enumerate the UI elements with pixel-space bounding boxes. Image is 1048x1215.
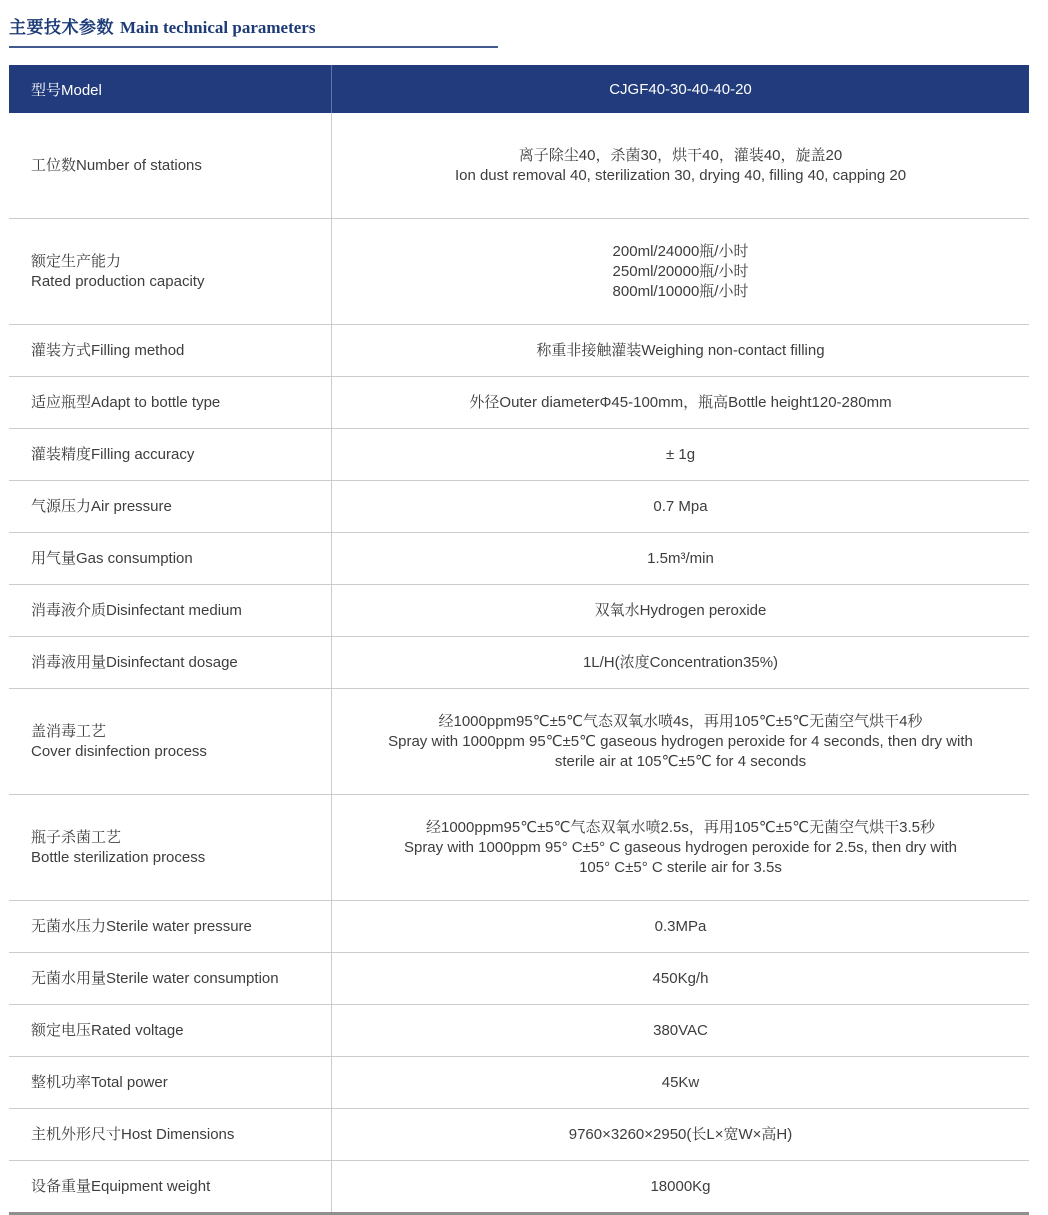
row-value — [332, 901, 1029, 952]
table-row — [9, 688, 1029, 794]
table-row — [9, 376, 1029, 428]
row-value-line: 离子除尘40，杀菌30，烘干40，灌装40，旋盖20 — [518, 146, 843, 164]
row-label — [9, 795, 332, 900]
table-row — [9, 324, 1029, 376]
row-label-line: Rated production capacity — [31, 272, 205, 290]
row-value-line: 双氧水Hydrogen peroxide — [594, 601, 767, 619]
row-value — [332, 481, 1029, 532]
row-label — [9, 429, 332, 480]
row-value-line: 1.5m³/min — [647, 549, 714, 567]
row-label-line: 消毒液用量Disinfectant dosage — [31, 653, 238, 671]
table-row — [9, 636, 1029, 688]
row-label — [9, 113, 332, 218]
row-label-line: 无菌水压力Sterile water pressure — [31, 917, 252, 935]
row-value-line: ± 1g — [665, 445, 696, 463]
spec-table — [9, 65, 1029, 1215]
row-label — [9, 1057, 332, 1108]
row-label — [9, 585, 332, 636]
row-label — [9, 533, 332, 584]
row-value — [332, 325, 1029, 376]
row-value — [332, 585, 1029, 636]
row-label — [9, 1161, 332, 1212]
row-label — [9, 901, 332, 952]
row-value — [332, 689, 1029, 794]
row-label — [9, 219, 332, 324]
row-value-line: 18000Kg — [650, 1177, 711, 1195]
row-label-line: 额定生产能力 — [31, 252, 122, 270]
row-value-line: 45Kw — [661, 1073, 700, 1091]
row-value — [332, 533, 1029, 584]
row-value-line: Spray with 1000ppm 95° C±5° C gaseous hydrogen peroxide for 2.5s, then dry with — [403, 838, 958, 856]
row-label-line: 瓶子杀菌工艺 — [31, 828, 122, 846]
row-value-line: 800ml/10000瓶/小时 — [612, 282, 749, 300]
section-title-zh: 主要技术参数 — [9, 18, 114, 37]
section-title — [9, 10, 498, 48]
row-value-line: 0.7 Mpa — [653, 497, 708, 515]
row-label-line: 灌装精度Filling accuracy — [31, 445, 195, 463]
row-value — [332, 1057, 1029, 1108]
row-label-line: 主机外形尺寸Host Dimensions — [31, 1125, 235, 1143]
row-value-line: 0.3MPa — [654, 917, 707, 935]
table-row — [9, 952, 1029, 1004]
row-value-line: 经1000ppm95℃±5℃气态双氧水喷4s，再用105℃±5℃无菌空气烘干4秒 — [438, 712, 923, 730]
row-value — [332, 795, 1029, 900]
table-row — [9, 1056, 1029, 1108]
row-value-line: 1L/H(浓度Concentration35%) — [582, 653, 779, 671]
row-value-line: 9760×3260×2950(长L×宽W×高H) — [568, 1125, 793, 1143]
row-value-line: 105° C±5° C sterile air for 3.5s — [579, 858, 782, 876]
table-row — [9, 113, 1029, 218]
row-label — [9, 689, 332, 794]
header-model-label: 型号Model — [9, 65, 332, 113]
table-header-row — [9, 65, 1029, 113]
row-label-line: 额定电压Rated voltage — [31, 1021, 184, 1039]
table-row — [9, 584, 1029, 636]
row-value-line: 称重非接触灌装Weighing non-contact filling — [536, 341, 825, 359]
row-value — [332, 953, 1029, 1004]
row-label-line: 灌装方式Filling method — [31, 341, 185, 359]
row-value-line: Spray with 1000ppm 95℃±5℃ gaseous hydrogen peroxide for 4 seconds, then dry with — [388, 732, 973, 750]
row-label-line: 气源压力Air pressure — [31, 497, 172, 515]
row-label — [9, 1109, 332, 1160]
row-value — [332, 377, 1029, 428]
row-label-line: 适应瓶型Adapt to bottle type — [31, 393, 221, 411]
row-label-line: 设备重量Equipment weight — [31, 1177, 211, 1195]
row-label-line: 用气量Gas consumption — [31, 549, 193, 567]
table-row — [9, 1160, 1029, 1212]
row-label — [9, 377, 332, 428]
row-label — [9, 953, 332, 1004]
row-label-line: Cover disinfection process — [31, 742, 207, 760]
table-row — [9, 794, 1029, 900]
row-label-line: 工位数Number of stations — [31, 156, 202, 174]
row-value — [332, 1005, 1029, 1056]
table-row — [9, 1004, 1029, 1056]
row-label — [9, 481, 332, 532]
row-value-line: 经1000ppm95℃±5℃气态双氧水喷2.5s，再用105℃±5℃无菌空气烘干3.5秒 — [426, 818, 935, 836]
row-label-line: 消毒液介质Disinfectant medium — [31, 601, 242, 619]
table-row — [9, 532, 1029, 584]
row-value — [332, 637, 1029, 688]
row-value — [332, 219, 1029, 324]
section-title-en: Main technical parameters — [120, 18, 316, 37]
row-value — [332, 429, 1029, 480]
row-label-line: 盖消毒工艺 — [31, 722, 107, 740]
row-value — [332, 1109, 1029, 1160]
row-label-line: 整机功率Total power — [31, 1073, 168, 1091]
row-value-line: 250ml/20000瓶/小时 — [612, 262, 749, 280]
row-label — [9, 637, 332, 688]
header-model-value: CJGF40-30-40-40-20 — [609, 80, 752, 98]
row-value — [332, 1161, 1029, 1212]
table-row — [9, 900, 1029, 952]
row-value-line: sterile air at 105℃±5℃ for 4 seconds — [554, 752, 807, 770]
row-value-line: 380VAC — [653, 1021, 708, 1039]
table-row — [9, 480, 1029, 532]
row-value-line: 200ml/24000瓶/小时 — [612, 242, 749, 260]
table-row — [9, 218, 1029, 324]
row-label-line: Bottle sterilization process — [31, 848, 206, 866]
row-value-line: Ion dust removal 40, sterilization 30, drying 40, filling 40, capping 20 — [454, 166, 907, 184]
table-row — [9, 428, 1029, 480]
row-label — [9, 1005, 332, 1056]
row-value-line: 450Kg/h — [652, 969, 709, 987]
table-row — [9, 1108, 1029, 1160]
row-label — [9, 325, 332, 376]
row-value — [332, 113, 1029, 218]
table-body — [9, 113, 1029, 1212]
row-value-line: 外径Outer diameterΦ45-100mm，瓶高Bottle height120-280mm — [469, 393, 892, 411]
row-label-line: 无菌水用量Sterile water consumption — [31, 969, 279, 987]
